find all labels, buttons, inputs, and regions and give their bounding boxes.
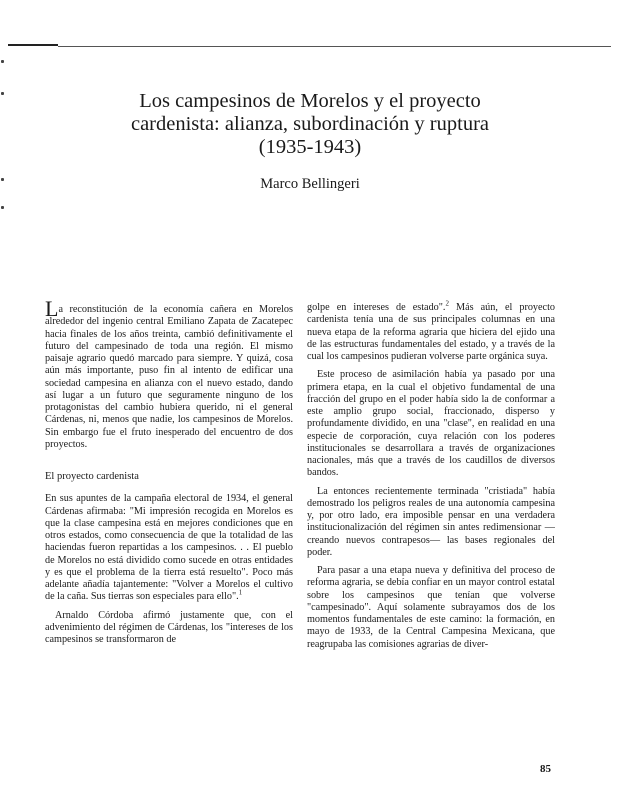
page-top-line bbox=[58, 46, 611, 47]
page-number: 85 bbox=[540, 763, 551, 775]
edge-mark bbox=[1, 92, 4, 95]
right-column bbox=[307, 299, 555, 657]
intro-paragraph bbox=[45, 296, 293, 451]
edge-mark bbox=[1, 206, 4, 209]
body-paragraph: Para pasar a una etapa nueva y definitiva del proceso de reforma agraria, se debía confiar en un mayor control estatal sobre los campesinos que tenían que volverse "campesinado". Aquí solamente subrayamos dos de los momentos fundamentales de este camino: la formación, en mayo de 1933, de la Central Campesina Mexicana, que reagrupaba las comisiones agrarias de diver- bbox=[307, 565, 555, 650]
footnote-ref: 1 bbox=[238, 588, 243, 597]
edge-mark bbox=[1, 60, 4, 63]
body-paragraph bbox=[307, 299, 555, 363]
article-title bbox=[60, 90, 560, 159]
paragraph-text: golpe en intereses de estado". bbox=[307, 302, 446, 313]
paragraph-text: Más aún, el proyecto cardenista tenía una de sus principales columnas en una nueva etapa de la reforma agraria que hiciera del ejido una de las estructuras fundamentales del estado, y a través de la cual los campesinos pudieran volverse parte orgánica suya. bbox=[307, 302, 555, 362]
title-line: (1935-1943) bbox=[258, 136, 362, 158]
section-heading: El proyecto cardenista bbox=[45, 471, 139, 482]
paragraph-text: En sus apuntes de la campaña electoral de 1934, el general Cárdenas afirmaba: "Mi impresión recogida en Morelos es que la clase campesina está en mejores condiciones que en otros estados, como consecuencia de que la totalidad de las haciendas fueron repartidas a los campesinos. . . El pueblo de Morelos no está dividido como sucede en otras entidades y es que el problema de la tierra está resuelto". Poco más adelante añadía tajantemente: "Volver a Morelos el cultivo de la caña. Sus tierras son especiales para ello". bbox=[45, 493, 293, 603]
intro-text: a reconstitución de la economía cañera en Morelos alrededor del ingenio central Emiliano Zapata de Zacatepec hacia finales de los años treinta, cambió definitivamente el futuro del campesinado de toda una región. El mismo paisaje agrario quedó marcado para siempre. Y quizá, cosa aún más importante, puso fin al intento de edificar una sociedad campesina en alianza con el nuevo estado, dando así lugar a un futuro que seguramente ninguno de los protagonistas del cambio hubiera querido, ni el general Cárdenas, ni, menos que nadie, los campesinos de Morelos. Sin embargo fue el fruto inesperado del encuentro de dos proyectos. bbox=[45, 304, 293, 450]
body-paragraph: Este proceso de asimilación había ya pasado por una primera etapa, en la cual el objetivo fundamental de una fracción del grupo en el poder había sido la de conformar a este amplio grupo social, fraccionado, disperso y profundamente dividido, en una "clase", en realidad en una especie de corporación, cuya relación con los poderes institucionales se desarrollara a través de organizaciones nacionales, más que a través de los caudillos de diversos bandos. bbox=[307, 369, 555, 479]
body-paragraph bbox=[45, 493, 293, 603]
author-name: Marco Bellingeri bbox=[260, 176, 360, 192]
body-paragraph: La entonces recientemente terminada "cristiada" había demostrado los peligros reales de una autonomía campesina y, por otro lado, era imposible pensar en una verdadera institucionalización del régimen sin antes redimensionar —creando nuevos contrapesos— las bases regionales del poder. bbox=[307, 485, 555, 558]
footnote-ref: 2 bbox=[445, 299, 449, 308]
title-line: Los campesinos de Morelos y el proyecto bbox=[139, 90, 481, 112]
top-rule bbox=[8, 44, 58, 46]
drop-cap: L bbox=[45, 296, 59, 321]
title-line: cardenista: alianza, subordinación y ruptura bbox=[130, 113, 490, 135]
left-column bbox=[45, 296, 293, 652]
body-paragraph: Arnaldo Córdoba afirmó justamente que, con el advenimiento del régimen de Cárdenas, los "intereses de los campesinos se transformaron de bbox=[45, 609, 293, 645]
edge-mark bbox=[1, 178, 4, 181]
